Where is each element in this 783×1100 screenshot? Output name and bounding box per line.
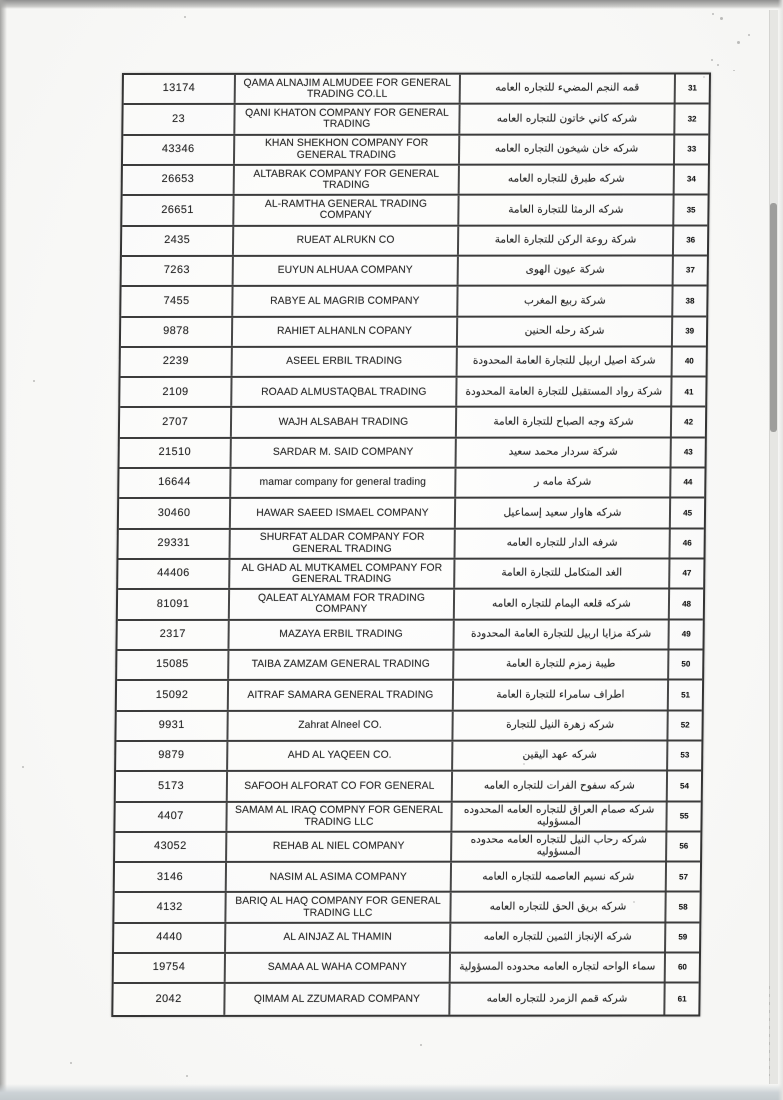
registration-number: 4407 bbox=[115, 802, 228, 830]
row-index: 60 bbox=[677, 962, 687, 972]
registration-number: 19754 bbox=[114, 954, 227, 982]
row-index: 35 bbox=[686, 205, 696, 215]
registration-number: 44406 bbox=[118, 560, 231, 588]
company-name-arabic: شركة سردار محمد سعيد bbox=[456, 438, 672, 467]
registration-number: 4132 bbox=[114, 893, 227, 921]
row-index: 54 bbox=[680, 781, 690, 791]
company-name-arabic: شركه طبرق للتجاره العامه bbox=[459, 165, 675, 194]
registration-number: 13174 bbox=[124, 75, 237, 103]
table-row bbox=[121, 287, 706, 318]
registration-number: 7263 bbox=[122, 257, 235, 285]
company-name-arabic: شركه نسيم العاصمه للتجاره العامه bbox=[451, 863, 667, 892]
company-name-arabic: شركه كاني خاتون للتجاره العامه bbox=[460, 105, 676, 134]
company-name-english: SAMAA AL WAHA COMPANY bbox=[226, 954, 451, 983]
row-index: 48 bbox=[682, 599, 692, 609]
row-index: 55 bbox=[679, 811, 689, 821]
table-row bbox=[115, 863, 700, 894]
company-name-english: QALEAT ALYAMAM FOR TRADING COMPANY bbox=[230, 590, 455, 619]
row-index: 39 bbox=[685, 326, 695, 336]
company-name-arabic: شركه بريق الحق للتجاره العامه bbox=[451, 893, 667, 922]
table-wrap bbox=[111, 72, 711, 1016]
table-row bbox=[119, 499, 704, 530]
company-name-arabic: قمه النجم المضيء للتجاره العامه bbox=[460, 75, 676, 104]
row-index: 36 bbox=[686, 235, 696, 245]
row-index: 47 bbox=[682, 568, 692, 578]
row-index: 40 bbox=[684, 356, 694, 366]
row-index: 56 bbox=[679, 841, 689, 851]
registration-number: 23 bbox=[123, 105, 236, 133]
company-name-english: TAIBA ZAMZAM GENERAL TRADING bbox=[229, 651, 454, 680]
scan-edge-left bbox=[0, 0, 7, 1100]
company-name-english: KHAN SHEKHON COMPANY FOR GENERAL TRADING bbox=[235, 135, 460, 164]
company-name-arabic: شركة رحله الحنين bbox=[458, 317, 674, 346]
registration-number: 30460 bbox=[119, 499, 232, 527]
table-row bbox=[120, 378, 705, 409]
registration-number: 2317 bbox=[117, 621, 230, 649]
table-row bbox=[115, 802, 700, 833]
company-name-english: MAZAYA ERBIL TRADING bbox=[230, 620, 455, 649]
registration-number: 29331 bbox=[118, 530, 231, 558]
company-name-english: AITRAF SAMARA GENERAL TRADING bbox=[229, 681, 454, 710]
table-row bbox=[116, 772, 701, 803]
company-name-arabic: شركة مزايا اربيل للتجارة العامة المحدودة bbox=[454, 620, 670, 649]
company-name-english: AL AINJAZ AL THAMIN bbox=[226, 923, 451, 952]
company-name-arabic: شركة ربيع المغرب bbox=[458, 287, 674, 316]
scan-speck bbox=[70, 1062, 72, 1064]
company-name-arabic: سماء الواحه لتجاره العامه محدوده المسؤولية bbox=[450, 954, 666, 983]
registration-number: 15092 bbox=[117, 681, 230, 709]
company-name-english: Zahrat Alneel CO. bbox=[229, 711, 454, 740]
company-name-arabic: شركه زهرة النيل للتجارة bbox=[453, 711, 669, 740]
row-index: 45 bbox=[683, 508, 693, 518]
table-row bbox=[123, 105, 708, 136]
company-name-arabic: اطراف سامراء للتجارة العامة bbox=[453, 681, 669, 710]
scrollbar-thumb[interactable] bbox=[770, 203, 777, 432]
row-index: 59 bbox=[678, 932, 688, 942]
company-name-arabic: شركه قلعه اليمام للتجاره العامه bbox=[455, 590, 671, 619]
company-name-english: ROAAD ALMUSTAQBAL TRADING bbox=[232, 378, 457, 407]
scan-speck bbox=[720, 17, 723, 20]
scan-speck bbox=[748, 34, 750, 36]
registration-number: 2042 bbox=[113, 984, 226, 1014]
company-name-english: RUEAT ALRUKN CO bbox=[234, 226, 459, 255]
registration-number: 26653 bbox=[123, 166, 236, 194]
table-row bbox=[114, 954, 699, 985]
registration-number: 2707 bbox=[120, 408, 233, 436]
company-name-arabic: الغد المتكامل للتجارة العامة bbox=[455, 560, 671, 589]
company-name-english: REHAB AL NIEL COMPANY bbox=[227, 833, 452, 862]
registration-number: 9931 bbox=[116, 711, 229, 739]
company-name-english: SAMAM AL IRAQ COMPNY FOR GENERAL TRADING LLC bbox=[228, 802, 453, 831]
registration-number: 2239 bbox=[121, 348, 234, 376]
company-name-english: mamar company for general trading bbox=[231, 469, 456, 498]
company-name-english: ASEEL ERBIL TRADING bbox=[233, 348, 458, 377]
scan-speck bbox=[737, 41, 740, 44]
registration-number: 43052 bbox=[115, 833, 228, 861]
company-name-arabic: شرفه الدار للتجاره العامه bbox=[455, 529, 671, 558]
table-row bbox=[116, 741, 701, 772]
company-name-english: ALTABRAK COMPANY FOR GENERAL TRADING bbox=[235, 166, 460, 195]
table-row bbox=[124, 74, 709, 105]
company-name-english: NASIM AL ASIMA COMPANY bbox=[227, 863, 452, 892]
registration-number: 43346 bbox=[123, 136, 236, 164]
table-row bbox=[122, 196, 707, 227]
scan-speck bbox=[22, 766, 24, 768]
registration-number: 81091 bbox=[118, 590, 231, 618]
registration-number: 2109 bbox=[120, 378, 233, 406]
table-row bbox=[120, 438, 705, 469]
company-name-arabic: شركه الرمثا للتجارة العامة bbox=[459, 196, 675, 225]
scan-speck bbox=[33, 380, 35, 382]
row-index: 52 bbox=[680, 720, 690, 730]
table-row bbox=[113, 984, 698, 1015]
company-name-arabic: شركة وجه الصباح للتجارة العامة bbox=[457, 408, 673, 437]
table-row bbox=[121, 347, 706, 378]
row-index: 50 bbox=[681, 659, 691, 669]
registration-number: 9878 bbox=[121, 317, 234, 345]
registration-number: 7455 bbox=[121, 287, 234, 315]
company-name-english: QAMA ALNAJIM ALMUDEE FOR GENERAL TRADING CO.LL bbox=[236, 75, 461, 104]
company-name-english: AL-RAMTHA GENERAL TRADING COMPANY bbox=[234, 196, 459, 225]
company-name-arabic: شركه سفوح الفرات للتجاره العامه bbox=[452, 772, 668, 801]
table-row bbox=[122, 226, 707, 257]
company-name-english: SHURFAT ALDAR COMPANY FOR GENERAL TRADING bbox=[231, 529, 456, 558]
row-index: 53 bbox=[680, 750, 690, 760]
company-name-arabic: شركة عيون الهوى bbox=[458, 256, 674, 285]
company-name-english: QIMAM AL ZZUMARAD COMPANY bbox=[226, 984, 451, 1015]
row-index: 34 bbox=[686, 174, 696, 184]
registration-number: 21510 bbox=[120, 439, 233, 467]
registration-number: 5173 bbox=[116, 772, 229, 800]
company-name-english: SAFOOH ALFORAT CO FOR GENERAL bbox=[228, 772, 453, 801]
company-name-english: SARDAR M. SAID COMPANY bbox=[232, 438, 457, 467]
scan-speck bbox=[717, 64, 719, 66]
table-row bbox=[122, 256, 707, 287]
company-name-arabic: شركة اصيل اربيل للتجارة العامة المحدودة bbox=[457, 347, 673, 376]
row-index: 57 bbox=[678, 872, 688, 882]
company-name-english: AHD AL YAQEEN CO. bbox=[228, 742, 453, 771]
table-row bbox=[118, 529, 703, 560]
table-row bbox=[118, 559, 703, 590]
row-index: 46 bbox=[682, 538, 692, 548]
row-index: 51 bbox=[681, 690, 691, 700]
company-name-arabic: شركه صمام العراق للتجاره العامه المحدوده المسؤوليه bbox=[452, 802, 668, 831]
scan-faint-marks bbox=[769, 986, 770, 1076]
company-name-english: RAHIET ALHANLN COPANY bbox=[233, 317, 458, 346]
table-row bbox=[115, 832, 700, 863]
company-name-arabic: شركة رواد المستقبل للتجارة العامة المحدودة bbox=[457, 378, 673, 407]
registration-number: 16644 bbox=[119, 469, 232, 497]
row-index: 61 bbox=[677, 994, 687, 1004]
company-name-arabic: طيبة زمزم للتجارة العامة bbox=[454, 650, 670, 679]
table-row bbox=[117, 620, 702, 651]
table-row bbox=[116, 711, 701, 742]
registration-number: 3146 bbox=[115, 863, 228, 891]
table-row bbox=[114, 923, 699, 954]
row-index: 49 bbox=[681, 629, 691, 639]
company-name-english: RABYE AL MAGRIB COMPANY bbox=[233, 287, 458, 316]
registration-number: 4440 bbox=[114, 924, 227, 952]
row-index: 44 bbox=[683, 477, 693, 487]
scan-speck bbox=[712, 13, 714, 15]
register-table bbox=[111, 72, 711, 1016]
row-index: 58 bbox=[678, 902, 688, 912]
company-name-arabic: شركه هاوار سعيد إسماعيل bbox=[456, 499, 672, 528]
row-index: 41 bbox=[684, 387, 694, 397]
table-row bbox=[123, 135, 708, 166]
table-row bbox=[117, 681, 702, 712]
registration-number: 26651 bbox=[122, 196, 235, 224]
scan-speck bbox=[733, 70, 735, 71]
scan-speck bbox=[186, 1075, 188, 1077]
company-name-english: HAWAR SAEED ISMAEL COMPANY bbox=[231, 499, 456, 528]
company-name-english: WAJH ALSABAH TRADING bbox=[232, 408, 457, 437]
company-name-english: BARIQ AL HAQ COMPANY FOR GENERAL TRADING LLC bbox=[227, 893, 452, 922]
scan-speck bbox=[184, 16, 186, 18]
row-index: 31 bbox=[687, 83, 697, 93]
scan-edge-right bbox=[778, 0, 783, 1100]
company-name-english: AL GHAD AL MUTKAMEL COMPANY FOR GENERAL TRADING bbox=[230, 560, 455, 589]
company-name-arabic: شركه قمم الزمرد للتجاره العامه bbox=[450, 984, 666, 1015]
registration-number: 9879 bbox=[116, 742, 229, 770]
company-name-arabic: شركه رحاب النيل للتجاره العامه محدوده المسؤوليه bbox=[452, 832, 668, 861]
scan-speck bbox=[711, 59, 713, 61]
table-row bbox=[121, 317, 706, 348]
scan-speck bbox=[420, 1044, 422, 1046]
scan-edge-bottom bbox=[0, 1084, 783, 1100]
table-row bbox=[117, 650, 702, 681]
table-row bbox=[118, 590, 703, 621]
row-index: 37 bbox=[685, 265, 695, 275]
table-row bbox=[119, 469, 704, 500]
company-name-english: QANI KHATON COMPANY FOR GENERAL TRADING bbox=[236, 105, 461, 134]
company-name-arabic: شركه الإنجاز الثمين للتجاره العامه bbox=[451, 923, 667, 952]
table-row bbox=[114, 893, 699, 924]
company-name-arabic: شركه عهد اليقين bbox=[453, 741, 669, 770]
registration-number: 2435 bbox=[122, 226, 235, 254]
row-index: 33 bbox=[687, 144, 697, 154]
row-index: 42 bbox=[684, 417, 694, 427]
row-index: 38 bbox=[685, 296, 695, 306]
row-index: 43 bbox=[683, 447, 693, 457]
company-name-english: EUYUN ALHUAA COMPANY bbox=[234, 257, 459, 286]
company-name-arabic: شركة مامه ر bbox=[456, 469, 672, 498]
registration-number: 15085 bbox=[117, 651, 230, 679]
scan-edge-top bbox=[0, 0, 783, 9]
row-index: 32 bbox=[687, 114, 697, 124]
table-row bbox=[123, 165, 708, 196]
table-row bbox=[120, 408, 705, 439]
company-name-arabic: شركة روعة الركن للتجارة العامة bbox=[459, 226, 675, 255]
company-name-arabic: شركه خان شيخون التجاره العامه bbox=[460, 135, 676, 164]
scrollbar-track[interactable] bbox=[769, 10, 778, 1084]
